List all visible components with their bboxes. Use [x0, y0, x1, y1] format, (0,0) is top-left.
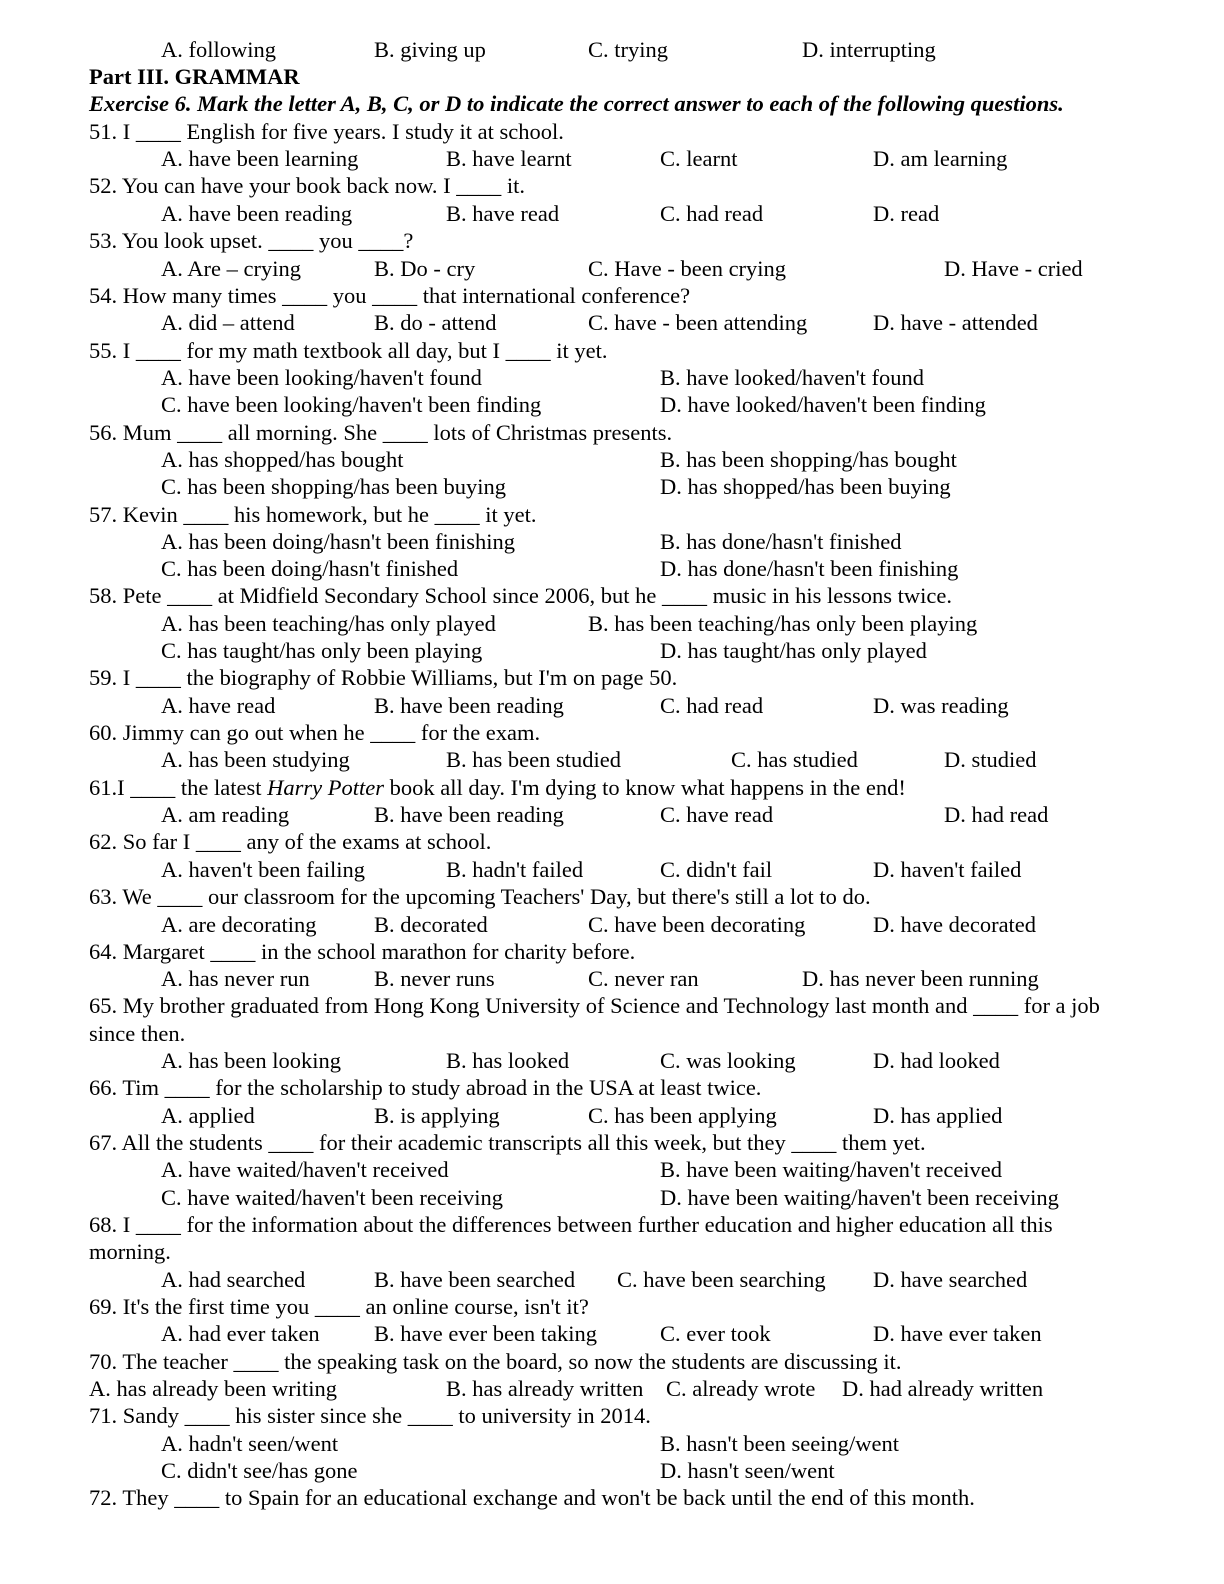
options-66	[0, 1102, 1224, 1129]
option-d: D. Have - cried	[944, 256, 1083, 281]
option-b: B. decorated	[374, 912, 488, 937]
options-54	[0, 309, 1224, 336]
question-65: 65. My brother graduated from Hong Kong University of Science and Technology last month and ____ for a job	[89, 993, 1100, 1018]
book-title: Harry Potter	[267, 775, 384, 800]
question-64: 64. Margaret ____ in the school marathon for charity before.	[89, 939, 636, 964]
option-c: C. have been decorating	[588, 912, 806, 937]
options-61	[0, 801, 1224, 828]
option-c: C. had read	[660, 201, 764, 226]
option-c: C. has taught/has only been playing	[161, 638, 483, 663]
option-d: D. has done/hasn't been finishing	[660, 556, 959, 581]
option-a: A. had searched	[161, 1267, 306, 1292]
option-c: C. trying	[588, 37, 669, 62]
option-a: A. has been studying	[161, 747, 350, 772]
option-c: C. already wrote	[666, 1376, 816, 1401]
option-d: D. have - attended	[873, 310, 1038, 335]
part-title: Part III. GRAMMAR	[89, 64, 300, 89]
option-c: C. learnt	[660, 146, 738, 171]
option-c: C. have - been attending	[588, 310, 808, 335]
option-b: B. never runs	[374, 966, 495, 991]
options-51	[0, 145, 1224, 172]
option-b: B. do - attend	[374, 310, 497, 335]
option-c: C. was looking	[660, 1048, 796, 1073]
options-69	[0, 1320, 1224, 1347]
option-a: A. are decorating	[161, 912, 317, 937]
question-59: 59. I ____ the biography of Robbie Williams, but I'm on page 50.	[89, 665, 678, 690]
question-54: 54. How many times ____ you ____ that international conference?	[89, 283, 691, 308]
question-66: 66. Tim ____ for the scholarship to study abroad in the USA at least twice.	[89, 1075, 762, 1100]
question-61	[89, 774, 906, 801]
question-56: 56. Mum ____ all morning. She ____ lots of Christmas presents.	[89, 420, 673, 445]
option-c: C. Have - been crying	[588, 256, 787, 281]
option-b: B. is applying	[374, 1103, 500, 1128]
question-69: 69. It's the first time you ____ an online course, isn't it?	[89, 1294, 589, 1319]
options-60	[0, 746, 1224, 773]
option-a: A. have waited/haven't received	[161, 1157, 449, 1182]
options-67-row2	[0, 1184, 1224, 1211]
option-a: A. has never run	[161, 966, 310, 991]
option-a: A. has been doing/hasn't been finishing	[161, 529, 515, 554]
option-d: D. interrupting	[802, 37, 936, 62]
option-d: D. have decorated	[873, 912, 1037, 937]
question-53: 53. You look upset. ____ you ____?	[89, 228, 414, 253]
question-71: 71. Sandy ____ his sister since she ____ to university in 2014.	[89, 1403, 651, 1428]
options-64	[0, 965, 1224, 992]
option-b: B. have been reading	[374, 693, 564, 718]
option-a: A. haven't been failing	[161, 857, 365, 882]
options-56-row1	[0, 446, 1224, 473]
options-65	[0, 1047, 1224, 1074]
option-a: A. have been looking/haven't found	[161, 365, 482, 390]
question-61-text-end: book all day. I'm dying to know what happens in the end!	[383, 775, 906, 800]
option-d: D. am learning	[873, 146, 1008, 171]
option-d: D. hasn't seen/went	[660, 1458, 835, 1483]
option-c: C. have read	[660, 802, 774, 827]
option-b: B. giving up	[374, 37, 486, 62]
question-68: 68. I ____ for the information about the differences between further education and higher education all this	[89, 1212, 1053, 1237]
options-71-row1	[0, 1430, 1224, 1457]
option-c: C. has studied	[731, 747, 858, 772]
option-b: B. have ever been taking	[374, 1321, 598, 1346]
question-58: 58. Pete ____ at Midfield Secondary School since 2006, but he ____ music in his lessons twice.	[89, 583, 953, 608]
option-a: A. have been reading	[161, 201, 353, 226]
option-a: A. have read	[161, 693, 276, 718]
question-70: 70. The teacher ____ the speaking task on the board, so now the students are discussing it.	[89, 1349, 902, 1374]
option-a: A. have been learning	[161, 146, 359, 171]
option-c: C. didn't see/has gone	[161, 1458, 358, 1483]
option-d: D. has never been running	[802, 966, 1039, 991]
option-a: A. following	[161, 37, 276, 62]
options-70	[0, 1375, 1224, 1402]
option-c: C. had read	[660, 693, 764, 718]
option-b: B. has done/hasn't finished	[660, 529, 902, 554]
options-67-row1	[0, 1156, 1224, 1183]
option-b: B. have looked/haven't found	[660, 365, 924, 390]
option-b: B. hadn't failed	[446, 857, 584, 882]
option-d: D. had already written	[842, 1376, 1044, 1401]
option-c: C. has been shopping/has been buying	[161, 474, 506, 499]
question-63: 63. We ____ our classroom for the upcoming Teachers' Day, but there's still a lot to do.	[89, 884, 871, 909]
options-53	[0, 255, 1224, 282]
option-d: D. have looked/haven't been finding	[660, 392, 986, 417]
options-55-row1	[0, 364, 1224, 391]
option-a: A. has shopped/has bought	[161, 447, 404, 472]
option-c: C. never ran	[588, 966, 699, 991]
option-b: B. have read	[446, 201, 560, 226]
option-a: A. has already been writing	[89, 1376, 338, 1401]
option-c: C. didn't fail	[660, 857, 773, 882]
question-51: 51. I ____ English for five years. I study it at school.	[89, 119, 564, 144]
options-62	[0, 856, 1224, 883]
options-71-row2	[0, 1457, 1224, 1484]
option-c: C. have waited/haven't been receiving	[161, 1185, 504, 1210]
question-60: 60. Jimmy can go out when he ____ for the exam.	[89, 720, 541, 745]
option-d: D. has shopped/has been buying	[660, 474, 951, 499]
option-b: B. have been waiting/haven't received	[660, 1157, 1003, 1182]
option-d: D. have ever taken	[873, 1321, 1042, 1346]
option-d: D. haven't failed	[873, 857, 1022, 882]
option-b: B. have been reading	[374, 802, 564, 827]
option-d: D. has applied	[873, 1103, 1003, 1128]
option-c: C. has been applying	[588, 1103, 777, 1128]
option-a: A. had ever taken	[161, 1321, 320, 1346]
exercise-instruction: Exercise 6. Mark the letter A, B, C, or D to indicate the correct answer to each of the following questions.	[89, 91, 1064, 116]
question-55: 55. I ____ for my math textbook all day, but I ____ it yet.	[89, 338, 608, 363]
option-d: D. read	[873, 201, 940, 226]
question-65-continued: since then.	[89, 1021, 186, 1046]
option-b: B. has been teaching/has only been playing	[588, 611, 978, 636]
options-56-row2	[0, 473, 1224, 500]
options-63	[0, 911, 1224, 938]
option-b: B. has looked	[446, 1048, 570, 1073]
option-b: B. Do - cry	[374, 256, 476, 281]
option-c: C. have been looking/haven't been finding	[161, 392, 542, 417]
option-c: C. ever took	[660, 1321, 771, 1346]
option-b: B. has been studied	[446, 747, 621, 772]
option-d: D. has taught/has only played	[660, 638, 927, 663]
option-d: D. was reading	[873, 693, 1009, 718]
option-d: D. studied	[944, 747, 1037, 772]
option-a: A. did – attend	[161, 310, 295, 335]
prev-question-options	[0, 36, 1224, 63]
option-d: D. had looked	[873, 1048, 1000, 1073]
options-68	[0, 1266, 1224, 1293]
options-59	[0, 692, 1224, 719]
option-a: A. Are – crying	[161, 256, 301, 281]
options-57-row1	[0, 528, 1224, 555]
option-a: A. hadn't seen/went	[161, 1431, 339, 1456]
option-a: A. applied	[161, 1103, 255, 1128]
option-a: A. am reading	[161, 802, 290, 827]
options-57-row2	[0, 555, 1224, 582]
option-b: B. have been searched	[374, 1267, 576, 1292]
question-57: 57. Kevin ____ his homework, but he ____ it yet.	[89, 502, 537, 527]
option-d: D. have been waiting/haven't been receiving	[660, 1185, 1059, 1210]
option-c: C. has been doing/hasn't finished	[161, 556, 459, 581]
question-52: 52. You can have your book back now. I ____ it.	[89, 173, 525, 198]
option-b: B. has been shopping/has bought	[660, 447, 957, 472]
options-58-row1	[0, 610, 1224, 637]
options-52	[0, 200, 1224, 227]
options-58-row2	[0, 637, 1224, 664]
question-68-continued: morning.	[89, 1239, 171, 1264]
option-d: D. had read	[944, 802, 1049, 827]
option-a: A. has been looking	[161, 1048, 341, 1073]
question-67: 67. All the students ____ for their academic transcripts all this week, but they ____ them yet.	[89, 1130, 926, 1155]
question-62: 62. So far I ____ any of the exams at school.	[89, 829, 492, 854]
option-a: A. has been teaching/has only played	[161, 611, 496, 636]
question-72: 72. They ____ to Spain for an educational exchange and won't be back until the end of this month.	[89, 1485, 975, 1510]
option-c: C. have been searching	[617, 1267, 826, 1292]
question-61-text-start: 61.I ____ the latest	[89, 775, 268, 800]
option-b: B. have learnt	[446, 146, 572, 171]
option-d: D. have searched	[873, 1267, 1028, 1292]
option-b: B. hasn't been seeing/went	[660, 1431, 899, 1456]
option-b: B. has already written	[446, 1376, 644, 1401]
options-55-row2	[0, 391, 1224, 418]
